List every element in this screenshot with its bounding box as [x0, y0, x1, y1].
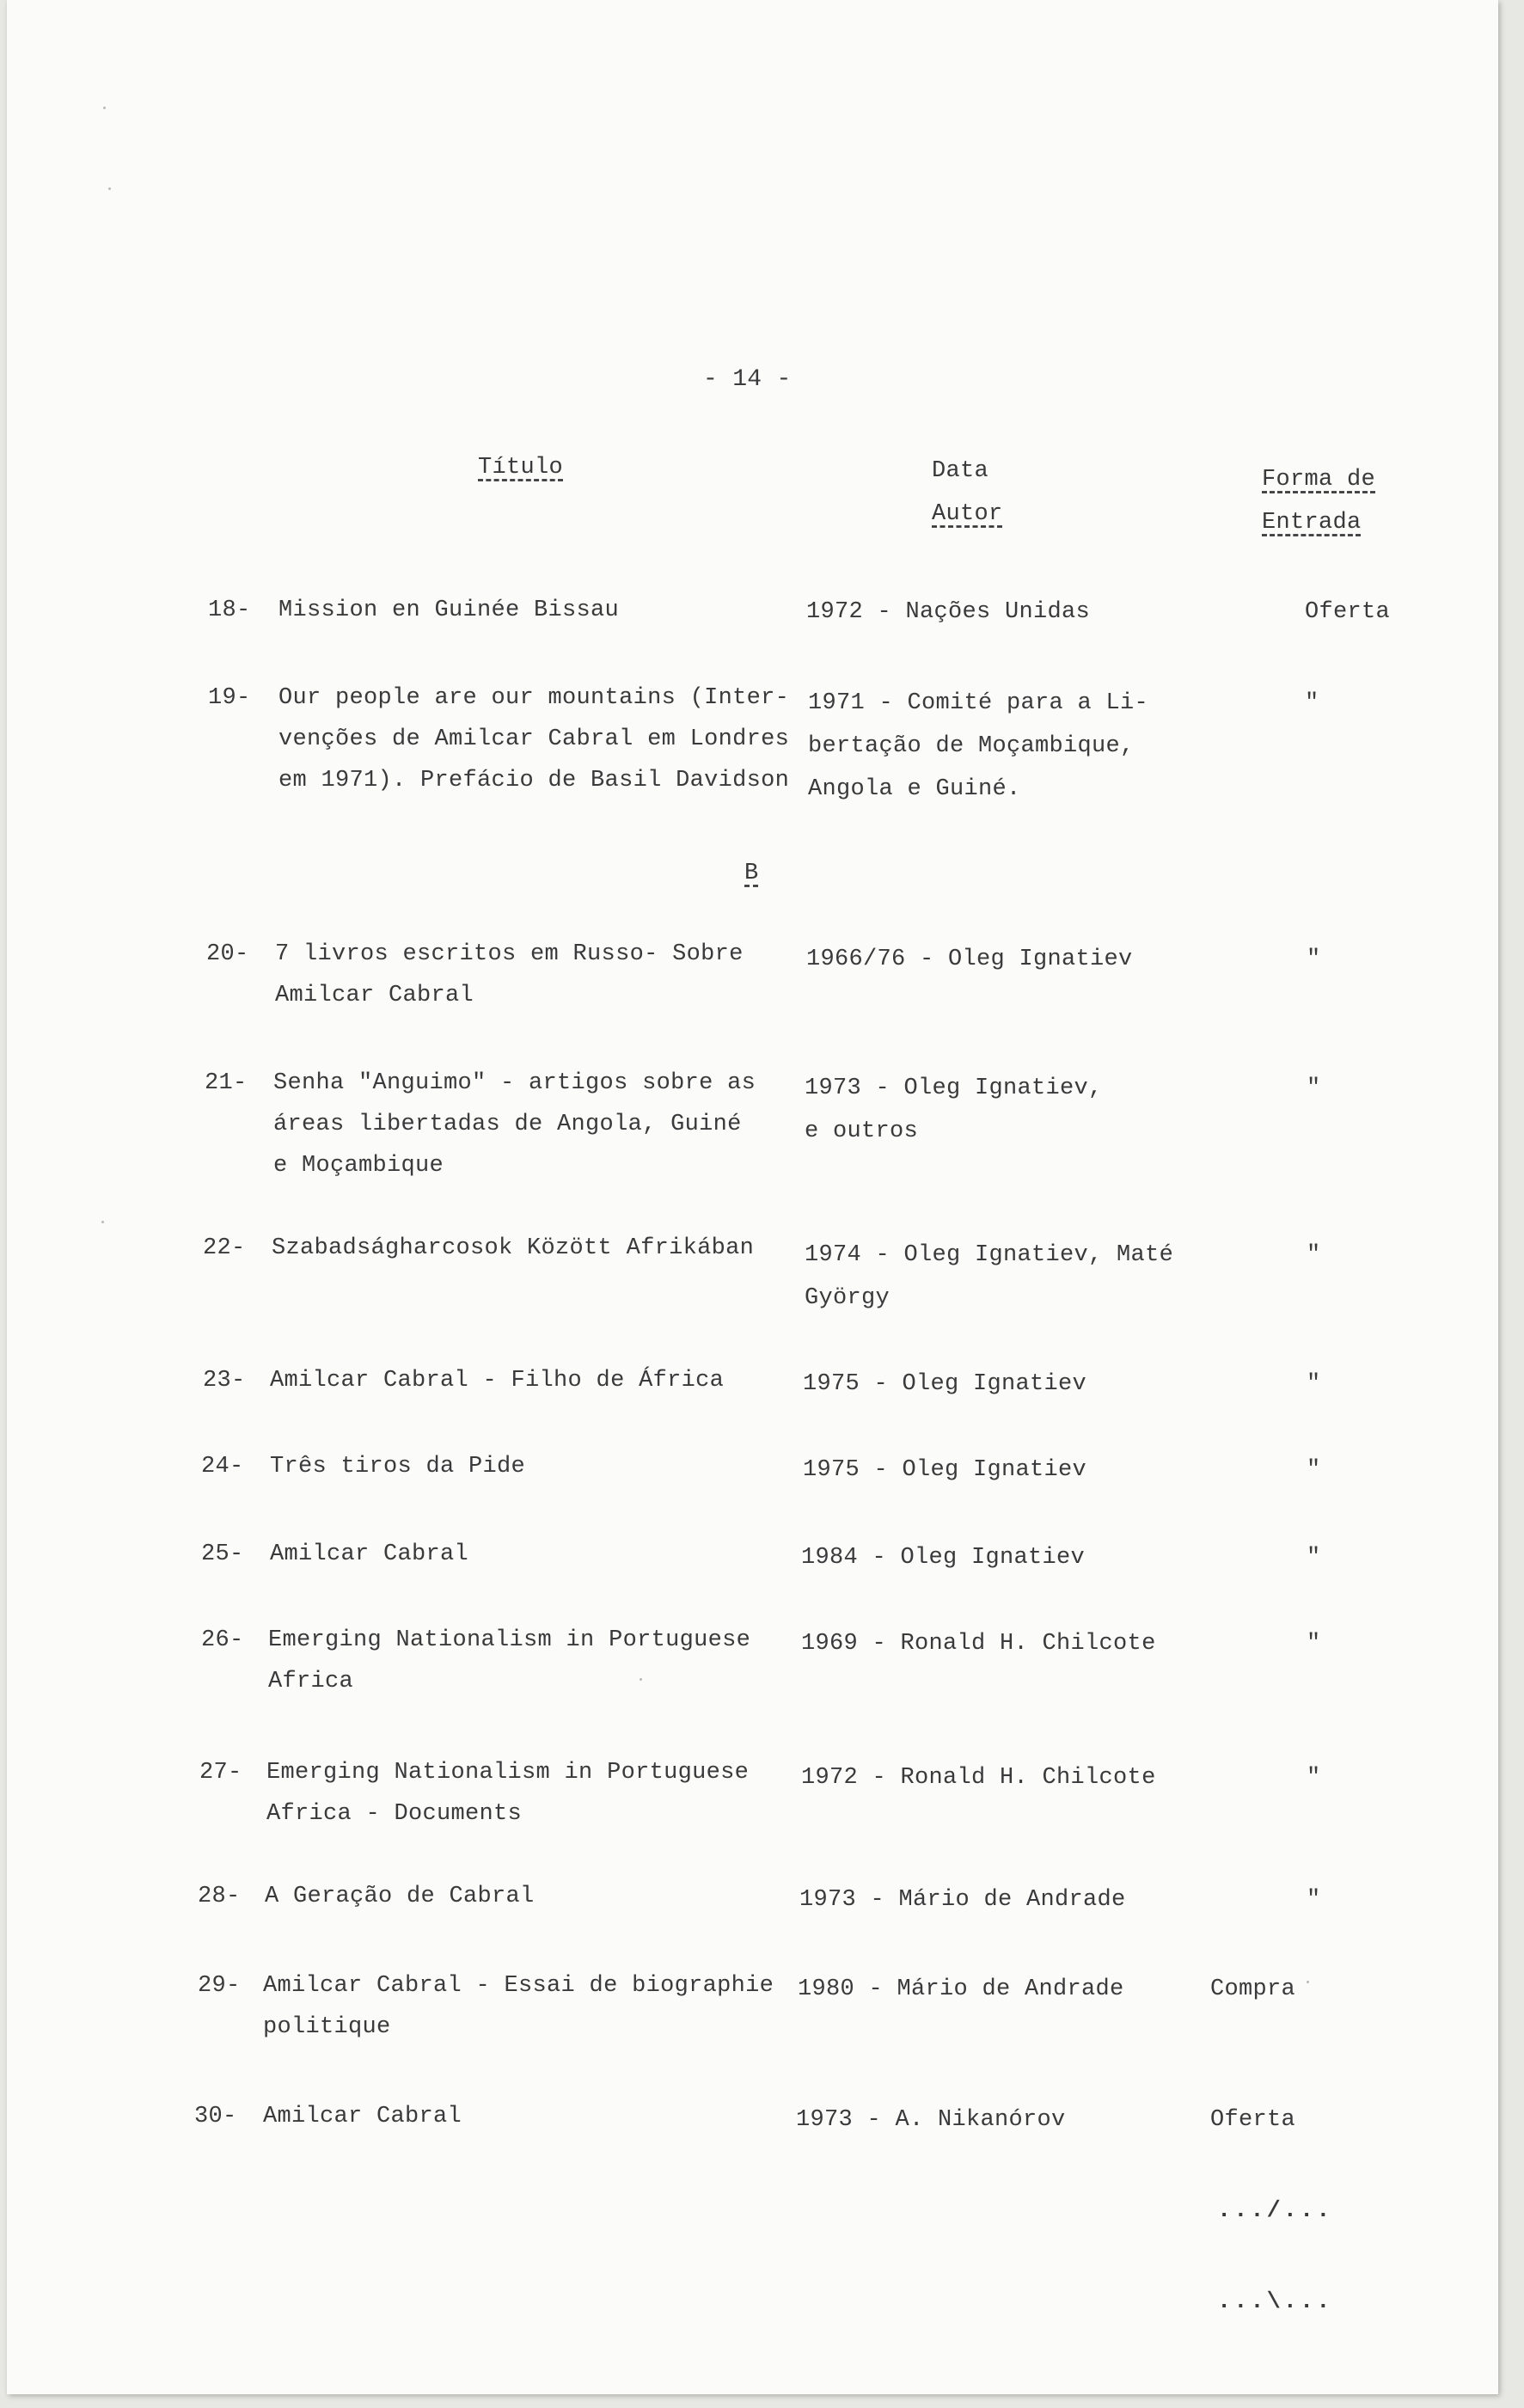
entry-data-autor-line: 1974 - Oleg Ignatiev, Maté	[805, 1242, 1174, 1268]
entry-data-autor-line: 1984 - Oleg Ignatiev	[801, 1545, 1086, 1571]
entry-data-autor-line: Angola e Guiné.	[808, 776, 1021, 802]
entry-title-line: Três tiros da Pide	[270, 1454, 526, 1480]
entry-number: 20-	[206, 941, 249, 967]
entry-number: 27-	[199, 1760, 242, 1786]
paper-speck	[640, 1678, 642, 1681]
entry-title-line: Amilcar Cabral	[263, 2104, 462, 2129]
header-entrada: Entrada	[1262, 510, 1362, 536]
entry-number: 21-	[205, 1070, 248, 1096]
entry-data-autor-line: 1966/76 - Oleg Ignatiev	[806, 947, 1133, 972]
paper-speck	[101, 1221, 104, 1223]
header-data: Data	[932, 458, 989, 484]
entry-number: 22-	[203, 1235, 246, 1261]
entry-title-line: Amilcar Cabral	[270, 1541, 469, 1567]
entry-title-line: áreas libertadas de Angola, Guiné	[273, 1112, 742, 1137]
entry-forma-entrada: Compra	[1210, 1976, 1296, 2002]
paper-speck	[1307, 1981, 1309, 1983]
entry-number: 25-	[201, 1541, 244, 1567]
entry-data-autor-line: 1972 - Nações Unidas	[806, 599, 1091, 625]
entry-title-line: Africa	[268, 1669, 354, 1694]
entry-data-autor-line: 1973 - A. Nikanórov	[796, 2107, 1066, 2133]
entry-number: 29-	[198, 1973, 241, 1999]
entry-number: 18-	[208, 597, 251, 623]
entry-forma-entrada: "	[1307, 1371, 1321, 1397]
entry-forma-entrada: "	[1307, 1242, 1321, 1268]
entry-number: 24-	[201, 1454, 244, 1480]
entry-forma-entrada: "	[1307, 1887, 1321, 1913]
entry-number: 30-	[194, 2104, 237, 2129]
entry-title-line: Senha "Anguimo" - artigos sobre as	[273, 1070, 756, 1096]
entry-title-line: Amilcar Cabral	[275, 983, 474, 1008]
entry-data-autor-line: 1971 - Comité para a Li-	[808, 690, 1149, 716]
entry-data-autor-line: 1973 - Oleg Ignatiev,	[805, 1075, 1103, 1101]
entry-forma-entrada: "	[1307, 1075, 1321, 1101]
entry-number: 23-	[203, 1368, 246, 1394]
header-forma-de: Forma de	[1262, 467, 1376, 493]
entry-forma-entrada: Oferta	[1305, 599, 1391, 625]
paper-speck	[103, 107, 106, 109]
header-titulo: Título	[478, 455, 564, 481]
entry-title-line: Mission en Guinée Bissau	[278, 597, 620, 623]
entry-title-line: Emerging Nationalism in Portuguese	[268, 1627, 751, 1653]
paper-speck	[108, 187, 111, 190]
entry-data-autor-line: bertação de Moçambique,	[808, 733, 1135, 759]
entry-title-line: Our people are our mountains (Inter-	[278, 685, 790, 711]
entry-number: 26-	[201, 1627, 244, 1653]
entry-forma-entrada: "	[1307, 947, 1321, 972]
entry-number: 19-	[208, 685, 251, 711]
entry-title-line: politique	[263, 2014, 391, 2040]
entry-forma-entrada: Oferta	[1210, 2107, 1296, 2133]
entry-title-line: venções de Amilcar Cabral em Londres	[278, 726, 790, 752]
entry-forma-entrada: "	[1307, 1631, 1321, 1657]
continuation-mark: .../...	[1217, 2198, 1333, 2224]
entry-title-line: Amilcar Cabral - Filho de África	[270, 1368, 725, 1394]
entry-title-line: em 1971). Prefácio de Basil Davidson	[278, 768, 790, 793]
entry-data-autor-line: 1973 - Mário de Andrade	[799, 1887, 1126, 1913]
header-autor: Autor	[932, 501, 1003, 527]
entry-data-autor-line: 1969 - Ronald H. Chilcote	[801, 1631, 1156, 1657]
entry-forma-entrada: "	[1307, 1457, 1321, 1483]
entry-data-autor-line: György	[805, 1285, 891, 1311]
entry-forma-entrada: "	[1305, 690, 1319, 716]
section-b-heading: B	[744, 861, 759, 886]
entry-title-line: Szabadságharcosok Között Afrikában	[272, 1235, 755, 1261]
entry-title-line: e Moçambique	[273, 1153, 444, 1179]
entry-title-line: 7 livros escritos em Russo- Sobre	[275, 941, 744, 967]
entry-title-line: A Geração de Cabral	[265, 1884, 535, 1909]
entry-forma-entrada: "	[1307, 1545, 1321, 1571]
page-number: - 14 -	[703, 366, 792, 393]
entry-title-line: Africa - Documents	[266, 1801, 523, 1827]
entry-data-autor-line: e outros	[805, 1118, 919, 1144]
entry-data-autor-line: 1980 - Mário de Andrade	[798, 1976, 1124, 2002]
entry-data-autor-line: 1975 - Oleg Ignatiev	[803, 1371, 1087, 1397]
entry-data-autor-line: 1975 - Oleg Ignatiev	[803, 1457, 1087, 1483]
entry-title-line: Amilcar Cabral - Essai de biographie	[263, 1973, 774, 1999]
entry-title-line: Emerging Nationalism in Portuguese	[266, 1760, 750, 1786]
entry-forma-entrada: "	[1307, 1765, 1321, 1791]
document-page	[7, 0, 1498, 2394]
entry-number: 28-	[198, 1884, 241, 1909]
entry-data-autor-line: 1972 - Ronald H. Chilcote	[801, 1765, 1156, 1791]
continuation-mark: ...\...	[1217, 2289, 1333, 2315]
